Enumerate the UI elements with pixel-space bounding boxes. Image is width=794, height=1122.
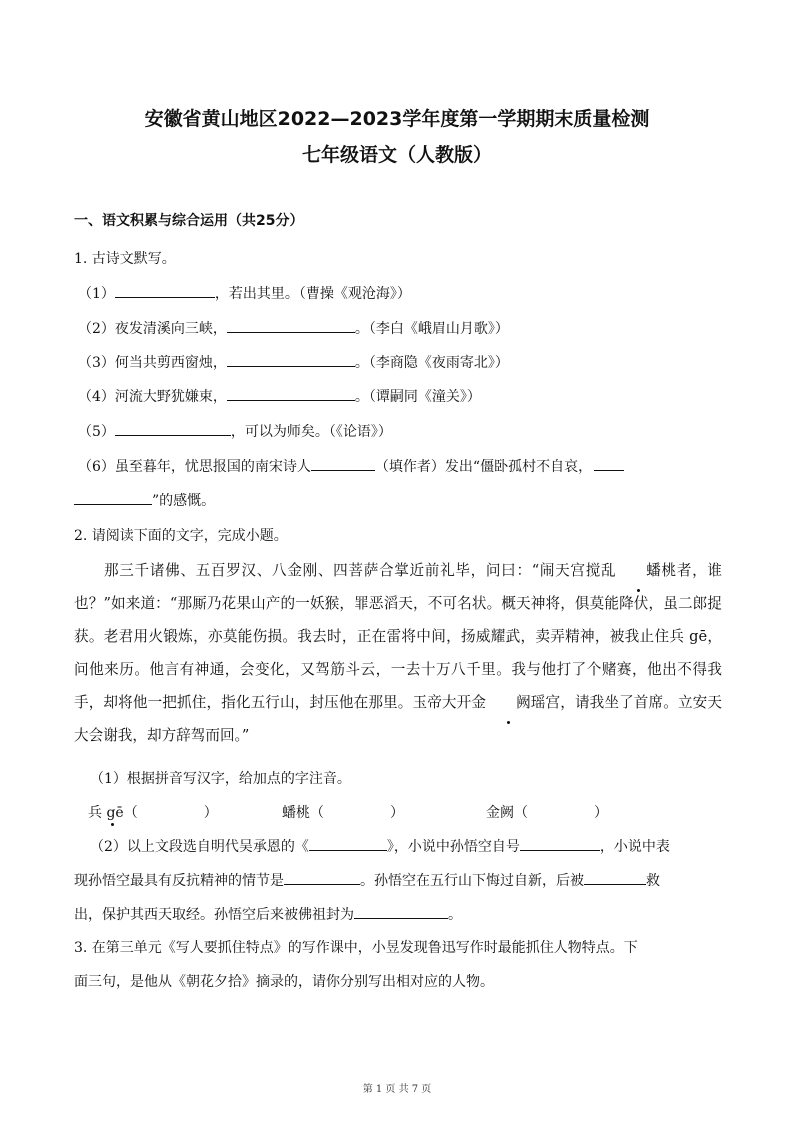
item-number: （2） <box>78 321 115 337</box>
document-subtitle: 七年级语文（人教版） <box>301 144 492 166</box>
q3-line2: 面三句，是他从《朝花夕拾》摘录的，请你分别写出相对应的人物。 <box>74 974 494 990</box>
item-text: 何当共剪西窗烛， <box>114 355 227 371</box>
answer-blank[interactable] <box>115 421 231 436</box>
answer-blank[interactable] <box>227 318 355 333</box>
q2-sub2-line3: 出，保护其西天取经。孙悟空后来被佛祖封为 。 <box>74 904 462 925</box>
item-number: （4） <box>78 389 115 405</box>
q1-item-1 <box>78 283 411 304</box>
answer-blank[interactable] <box>309 836 387 851</box>
item-text: 河流大野犹嫌束， <box>114 389 227 405</box>
item-text: ”的感慨。 <box>152 493 216 509</box>
dotted-char: 蟠 <box>616 554 661 587</box>
answer-blank[interactable] <box>115 283 215 298</box>
item-text: ，若出其里。（曹操《观沧海》） <box>214 286 411 302</box>
q2-sub2-line2: 现孙悟空最具有反抗精神的情节是 。孙悟空在五行山下悔过自新，后被 救 <box>74 870 660 891</box>
item-text: 。（李白《峨眉山月歌》） <box>354 321 509 337</box>
pinyin-item-1: 兵 gē（ ） <box>88 805 218 821</box>
pinyin-item-2: 蟠桃（ ） <box>282 805 404 821</box>
item-text: ，可以为师矣。（《论语》） <box>230 424 392 440</box>
answer-blank[interactable] <box>311 456 375 471</box>
q3-line1: 3. 在第三单元《写人要抓住特点》的写作课中，小昱发现鲁迅写作时最能抓住人物特点。下 <box>74 940 638 956</box>
q1-item-4 <box>78 386 481 407</box>
item-number: （6） <box>78 459 115 475</box>
item-text: 。（李商隐《夜雨寄北》） <box>354 355 509 371</box>
q1-stem: 1. 古诗文默写。 <box>74 251 176 267</box>
item-text: 夜发清溪向三峡， <box>114 321 227 337</box>
q2-sub2-line1: （2）以上文段选自明代吴承恩的《 》，小说中孙悟空自号 ，小说中表 <box>90 836 670 857</box>
answer-blank[interactable] <box>284 870 360 885</box>
q1-item-6-cont <box>74 490 215 511</box>
answer-blank[interactable] <box>520 836 600 851</box>
answer-blank[interactable] <box>594 456 624 471</box>
item-text: 。（谭嗣同《潼关》） <box>354 389 481 405</box>
q2-stem: 2. 请阅读下面的文字，完成小题。 <box>74 528 288 544</box>
item-number: （3） <box>78 355 115 371</box>
answer-blank[interactable] <box>227 352 355 367</box>
document-title: 安徽省黄山地区2022—2023学年度第一学期期末质量检测 <box>144 108 650 130</box>
q2-sub1: （1）根据拼音写汉字，给加点的字注音。 <box>90 771 351 787</box>
item-text: 虽至暮年，忧思报国的南宋诗人 <box>114 459 311 475</box>
item-number: （1） <box>78 286 115 302</box>
dotted-char: 阙 <box>486 686 531 719</box>
section-heading: 一、语文积累与综合运用（共25分） <box>74 213 304 229</box>
answer-blank[interactable] <box>354 904 448 919</box>
q1-item-3 <box>78 352 509 373</box>
passage: 那三千诸佛、五百罗汉、八金刚、四菩萨合掌近前礼毕，问曰：“闹天宫搅乱 蟠桃者，谁也？”如来道：“那厮乃花果山产的一妖猴，罪恶滔天，不可名状。概天神将，俱莫能降伏，虽二郎捉获。老君用火锻炼，亦莫能伤损。我去时，正在雷将中间，扬威耀武，卖弄精神，被我止住兵 gē，问他来历。他言有神通，会变化，又驾筋斗云，一去十万八千里。我与他打了个赌赛，他出不得我手，却将他一把抓住，指化五行山，封压他在那里。玉帝大开金 阙瑶宫，请我坐了首席。立安天大会谢我，却方辞驾而回。” <box>74 554 722 752</box>
item-text: （填作者）发出“僵卧孤村不自哀， <box>374 459 593 475</box>
q1-item-5 <box>78 421 392 442</box>
answer-blank[interactable] <box>227 386 355 401</box>
pinyin-item-3: 金阙（ ） <box>486 805 608 821</box>
answer-blank[interactable] <box>584 870 646 885</box>
item-number: （5） <box>78 424 115 440</box>
q1-item-6 <box>78 456 624 477</box>
answer-blank[interactable] <box>74 490 152 505</box>
q1-item-2 <box>78 318 509 339</box>
page-footer: 第 1 页 共 7 页 <box>362 1084 432 1095</box>
